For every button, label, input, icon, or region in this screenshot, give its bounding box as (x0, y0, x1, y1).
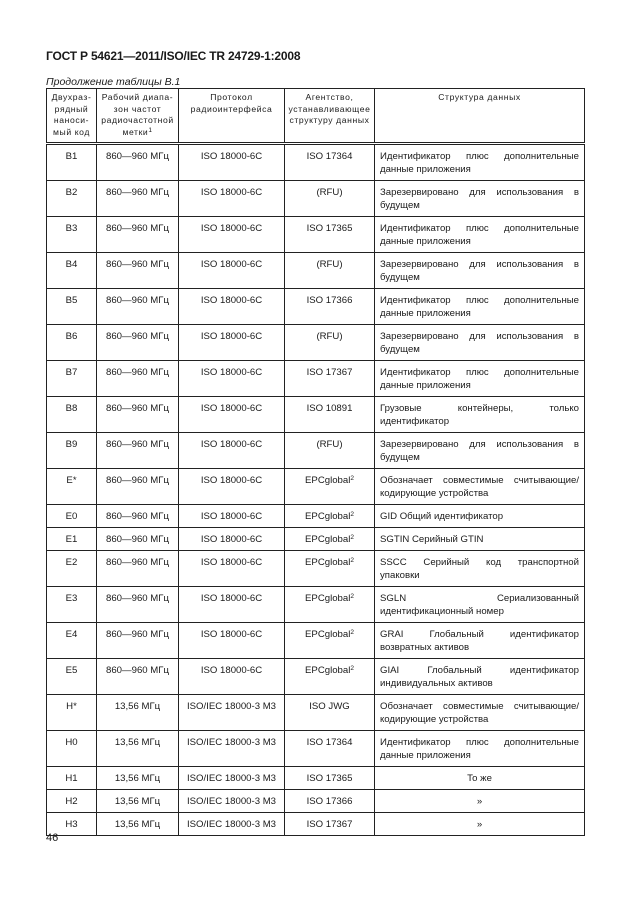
cell-data-structure (375, 289, 585, 325)
cell-frequency (97, 551, 179, 587)
table-row (47, 181, 585, 217)
cell-protocol-text: ISO 18000-6C (200, 511, 263, 522)
table-row (47, 528, 585, 551)
cell-frequency-text: 860—960 МГц (106, 223, 169, 234)
cell-agency-text: (RFU) (316, 187, 343, 198)
cell-protocol (179, 659, 285, 695)
column-header-agency: Агентство, устанавливающее структуру данных (285, 89, 375, 144)
cell-frequency (97, 469, 179, 505)
cell-protocol-text: ISO 18000-6C (200, 295, 263, 306)
cell-protocol-text: ISO/IEC 18000-3 M3 (186, 819, 277, 830)
cell-code (47, 587, 97, 623)
footnote-mark: 1 (148, 126, 153, 134)
cell-agency-text: ISO 17367 (306, 819, 353, 830)
cell-agency (285, 144, 375, 181)
column-header-frequency (97, 89, 179, 144)
cell-code (47, 325, 97, 361)
cell-protocol (179, 397, 285, 433)
cell-frequency (97, 253, 179, 289)
cell-frequency-text: 860—960 МГц (106, 629, 169, 640)
cell-agency (285, 217, 375, 253)
cell-protocol (179, 623, 285, 659)
cell-data-structure-text: Зарезервировано для использования в будущем (380, 331, 579, 355)
table-row (47, 587, 585, 623)
cell-protocol (179, 528, 285, 551)
cell-data-structure-text: Идентификатор плюс дополнительные данные приложения (380, 737, 579, 761)
cell-code-text: B5 (65, 295, 78, 306)
table-row (47, 813, 585, 836)
cell-agency-text: ISO 10891 (306, 403, 353, 414)
cell-frequency (97, 144, 179, 181)
cell-frequency-text: 860—960 МГц (106, 403, 169, 414)
cell-protocol-text: ISO 18000-6C (200, 367, 263, 378)
document-title: ГОСТ Р 54621—2011/ISO/IEC TR 24729-1:2008 (46, 49, 301, 63)
cell-code-text: E3 (65, 593, 78, 604)
table-row (47, 325, 585, 361)
cell-code (47, 505, 97, 528)
cell-agency (285, 433, 375, 469)
cell-agency-text: (RFU) (316, 331, 343, 342)
table-row (47, 289, 585, 325)
cell-agency (285, 790, 375, 813)
cell-data-structure (375, 181, 585, 217)
cell-frequency-text: 860—960 МГц (106, 151, 169, 162)
cell-protocol (179, 505, 285, 528)
cell-data-structure (375, 790, 585, 813)
cell-agency-text: ISO 17364 (306, 737, 353, 748)
table-row (47, 469, 585, 505)
cell-agency (285, 731, 375, 767)
footnote-mark: 2 (350, 511, 354, 518)
column-header-frequency-label: Рабочий диапа-зон частот радиочастотной метки (101, 92, 174, 137)
cell-agency-text: ISO JWG (309, 701, 350, 712)
table-row (47, 144, 585, 181)
cell-protocol (179, 587, 285, 623)
cell-frequency-text: 860—960 МГц (106, 557, 169, 568)
cell-code (47, 695, 97, 731)
cell-protocol-text: ISO/IEC 18000-3 M3 (186, 737, 277, 748)
cell-code (47, 623, 97, 659)
cell-data-structure-text: SGLN Сериализованный идентификационный номер (380, 593, 579, 617)
cell-code-text: B2 (65, 187, 78, 198)
cell-code-text: H3 (65, 819, 78, 830)
cell-protocol-text: ISO 18000-6C (200, 557, 263, 568)
cell-code-text: B7 (65, 367, 78, 378)
data-table (46, 88, 585, 836)
table-row (47, 433, 585, 469)
cell-frequency (97, 731, 179, 767)
cell-frequency-text: 13,56 МГц (114, 701, 161, 712)
footnote-mark: 2 (350, 534, 354, 541)
cell-data-structure-text: GID Общий идентификатор (380, 511, 504, 522)
cell-agency (285, 397, 375, 433)
footnote-mark: 2 (350, 557, 354, 564)
cell-agency (285, 623, 375, 659)
cell-data-structure (375, 695, 585, 731)
table-row (47, 695, 585, 731)
table-row (47, 731, 585, 767)
cell-protocol-text: ISO 18000-6C (200, 223, 263, 234)
cell-code (47, 397, 97, 433)
cell-protocol-text: ISO 18000-6C (200, 439, 263, 450)
table-row (47, 659, 585, 695)
cell-frequency (97, 695, 179, 731)
cell-code (47, 469, 97, 505)
cell-data-structure-text: Идентификатор плюс дополнительные данные приложения (380, 367, 579, 391)
cell-frequency-text: 860—960 МГц (106, 593, 169, 604)
cell-frequency-text: 860—960 МГц (106, 187, 169, 198)
cell-agency-text: EPCglobal (305, 593, 351, 604)
column-header-code: Двухраз-рядный наноси-мый код (47, 89, 97, 144)
cell-data-structure-text: Зарезервировано для использования в будущем (380, 439, 579, 463)
column-header-data-structure: Структура данных (375, 89, 585, 144)
cell-code (47, 433, 97, 469)
cell-data-structure (375, 587, 585, 623)
cell-frequency (97, 659, 179, 695)
cell-frequency (97, 505, 179, 528)
cell-data-structure (375, 731, 585, 767)
cell-agency-text: EPCglobal (305, 534, 351, 545)
cell-code (47, 144, 97, 181)
cell-data-structure (375, 253, 585, 289)
cell-data-structure (375, 659, 585, 695)
cell-protocol-text: ISO 18000-6C (200, 187, 263, 198)
cell-protocol (179, 181, 285, 217)
cell-protocol (179, 813, 285, 836)
table-row (47, 397, 585, 433)
cell-agency-text: EPCglobal (305, 511, 351, 522)
cell-code (47, 528, 97, 551)
cell-protocol-text: ISO 18000-6C (200, 331, 263, 342)
cell-frequency (97, 790, 179, 813)
cell-protocol-text: ISO 18000-6C (200, 403, 263, 414)
table-row (47, 551, 585, 587)
cell-agency-text: ISO 17365 (306, 773, 353, 784)
cell-protocol-text: ISO 18000-6C (200, 629, 263, 640)
cell-protocol-text: ISO 18000-6C (200, 475, 263, 486)
cell-frequency (97, 433, 179, 469)
cell-frequency (97, 181, 179, 217)
cell-agency (285, 659, 375, 695)
cell-protocol (179, 731, 285, 767)
cell-frequency-text: 860—960 МГц (106, 367, 169, 378)
cell-data-structure-text: » (476, 796, 483, 807)
table-row (47, 253, 585, 289)
footnote-mark: 2 (350, 629, 354, 636)
cell-code-text: B4 (65, 259, 78, 270)
cell-agency-text: (RFU) (316, 439, 343, 450)
cell-code (47, 289, 97, 325)
table-row (47, 217, 585, 253)
cell-agency (285, 253, 375, 289)
footnote-mark: 2 (350, 593, 354, 600)
cell-code-text: E1 (65, 534, 78, 545)
cell-protocol-text: ISO/IEC 18000-3 M3 (186, 701, 277, 712)
cell-data-structure (375, 217, 585, 253)
cell-data-structure-text: GRAI Глобальный идентификатор возвратных активов (380, 629, 579, 653)
cell-code-text: E4 (65, 629, 78, 640)
cell-protocol-text: ISO 18000-6C (200, 665, 263, 676)
cell-code (47, 253, 97, 289)
table-row (47, 790, 585, 813)
cell-data-structure (375, 767, 585, 790)
cell-agency (285, 325, 375, 361)
column-header-protocol: Протокол радиоинтерфейса (179, 89, 285, 144)
cell-protocol (179, 361, 285, 397)
cell-protocol-text: ISO/IEC 18000-3 M3 (186, 796, 277, 807)
cell-code-text: B1 (65, 151, 78, 162)
cell-protocol (179, 695, 285, 731)
cell-frequency-text: 860—960 МГц (106, 259, 169, 270)
cell-frequency-text: 13,56 МГц (114, 773, 161, 784)
cell-protocol-text: ISO 18000-6C (200, 151, 263, 162)
cell-frequency-text: 860—960 МГц (106, 475, 169, 486)
cell-code-text: E0 (65, 511, 78, 522)
cell-data-structure-text: SGTIN Серийный GTIN (380, 534, 484, 545)
footnote-mark: 2 (350, 665, 354, 672)
cell-data-structure (375, 551, 585, 587)
cell-protocol-text: ISO 18000-6C (200, 259, 263, 270)
cell-code (47, 361, 97, 397)
cell-protocol-text: ISO/IEC 18000-3 M3 (186, 773, 277, 784)
cell-protocol (179, 253, 285, 289)
cell-protocol (179, 325, 285, 361)
cell-agency (285, 551, 375, 587)
cell-frequency-text: 13,56 МГц (114, 796, 161, 807)
cell-data-structure (375, 144, 585, 181)
cell-code-text: B6 (65, 331, 78, 342)
cell-code-text: H* (66, 701, 77, 712)
cell-data-structure-text: » (476, 819, 483, 830)
cell-code (47, 790, 97, 813)
table-row (47, 623, 585, 659)
table-header-row (47, 89, 585, 144)
cell-agency-text: EPCglobal (305, 475, 351, 486)
cell-frequency (97, 528, 179, 551)
cell-data-structure (375, 433, 585, 469)
cell-data-structure-text: Идентификатор плюс дополнительные данные приложения (380, 223, 579, 247)
cell-frequency-text: 860—960 МГц (106, 439, 169, 450)
cell-frequency (97, 217, 179, 253)
table-row (47, 505, 585, 528)
cell-data-structure-text: Обозначает совместимые считывающие/ кодирующие устройства (380, 701, 579, 725)
cell-frequency-text: 13,56 МГц (114, 737, 161, 748)
cell-agency (285, 505, 375, 528)
cell-agency-text: ISO 17366 (306, 796, 353, 807)
cell-code-text: E5 (65, 665, 78, 676)
cell-agency-text: ISO 17364 (306, 151, 353, 162)
cell-frequency (97, 325, 179, 361)
cell-code-text: H1 (65, 773, 78, 784)
cell-frequency-text: 860—960 МГц (106, 665, 169, 676)
cell-data-structure-text: Грузовые контейнеры, только идентификатор (380, 403, 579, 427)
cell-frequency-text: 860—960 МГц (106, 295, 169, 306)
cell-data-structure (375, 528, 585, 551)
cell-protocol (179, 551, 285, 587)
cell-frequency-text: 860—960 МГц (106, 534, 169, 545)
cell-agency-text: ISO 17366 (306, 295, 353, 306)
cell-agency-text: EPCglobal (305, 557, 351, 568)
cell-code (47, 731, 97, 767)
cell-data-structure (375, 505, 585, 528)
cell-data-structure-text: GIAI Глобальный идентификатор индивидуальных активов (380, 665, 579, 689)
cell-protocol (179, 144, 285, 181)
cell-data-structure (375, 469, 585, 505)
cell-frequency (97, 767, 179, 790)
cell-data-structure-text: Идентификатор плюс дополнительные данные приложения (380, 295, 579, 319)
cell-protocol (179, 767, 285, 790)
cell-agency-text: EPCglobal (305, 629, 351, 640)
cell-data-structure (375, 325, 585, 361)
footnote-mark: 2 (350, 475, 354, 482)
cell-agency-text: (RFU) (316, 259, 343, 270)
cell-code (47, 181, 97, 217)
cell-data-structure-text: Обозначает совместимые считывающие/ кодирующие устройства (380, 475, 579, 499)
cell-data-structure-text: Идентификатор плюс дополнительные данные приложения (380, 151, 579, 175)
cell-code-text: B9 (65, 439, 78, 450)
cell-code-text: H2 (65, 796, 78, 807)
cell-data-structure-text: То же (467, 773, 492, 784)
cell-code (47, 659, 97, 695)
cell-protocol (179, 469, 285, 505)
cell-data-structure (375, 813, 585, 836)
cell-frequency-text: 860—960 МГц (106, 511, 169, 522)
table-caption: Продолжение таблицы В.1 (46, 76, 181, 88)
table-row (47, 361, 585, 397)
cell-agency (285, 361, 375, 397)
cell-data-structure (375, 361, 585, 397)
cell-code-text: E* (66, 475, 77, 486)
cell-frequency-text: 860—960 МГц (106, 331, 169, 342)
cell-agency-text: ISO 17365 (306, 223, 353, 234)
cell-protocol (179, 433, 285, 469)
cell-frequency (97, 587, 179, 623)
cell-frequency (97, 623, 179, 659)
cell-agency (285, 289, 375, 325)
cell-data-structure-text: Зарезервировано для использования в будущем (380, 259, 579, 283)
cell-code-text: B8 (65, 403, 78, 414)
cell-data-structure (375, 397, 585, 433)
cell-agency (285, 587, 375, 623)
cell-data-structure-text: SSCC Серийный код транспортной упаковки (380, 557, 579, 581)
cell-agency (285, 469, 375, 505)
cell-agency-text: EPCglobal (305, 665, 351, 676)
cell-agency (285, 813, 375, 836)
cell-protocol (179, 790, 285, 813)
table-row (47, 767, 585, 790)
cell-code-text: H0 (65, 737, 78, 748)
cell-agency (285, 528, 375, 551)
cell-protocol-text: ISO 18000-6C (200, 534, 263, 545)
cell-frequency (97, 397, 179, 433)
cell-protocol-text: ISO 18000-6C (200, 593, 263, 604)
cell-agency (285, 181, 375, 217)
cell-agency-text: ISO 17367 (306, 367, 353, 378)
page-number: 46 (46, 832, 59, 844)
cell-frequency (97, 813, 179, 836)
cell-code (47, 767, 97, 790)
cell-frequency-text: 13,56 МГц (114, 819, 161, 830)
cell-code (47, 217, 97, 253)
cell-agency (285, 695, 375, 731)
cell-code (47, 551, 97, 587)
cell-protocol (179, 217, 285, 253)
cell-code-text: E2 (65, 557, 78, 568)
cell-protocol (179, 289, 285, 325)
cell-data-structure (375, 623, 585, 659)
cell-agency (285, 767, 375, 790)
cell-code-text: B3 (65, 223, 78, 234)
cell-frequency (97, 289, 179, 325)
cell-frequency (97, 361, 179, 397)
cell-data-structure-text: Зарезервировано для использования в будущем (380, 187, 579, 211)
